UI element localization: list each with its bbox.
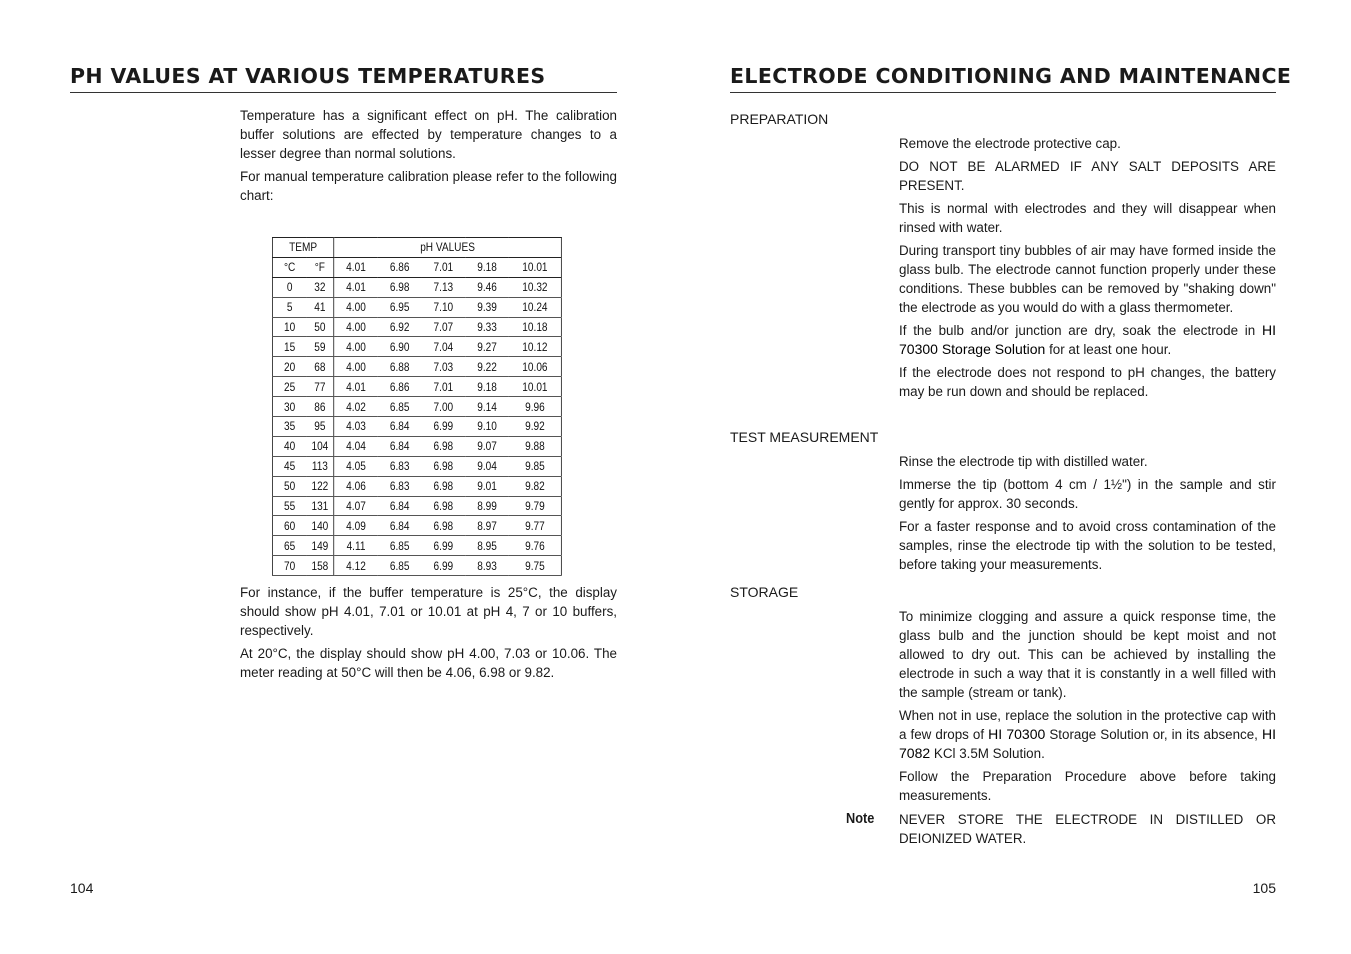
ph-value-cell: 6.85 xyxy=(378,397,422,417)
ph-value-cell: 6.99 xyxy=(422,536,466,556)
text-span: If the bulb and/or junction are dry, soak the electrode in xyxy=(899,323,1256,338)
table-row xyxy=(272,436,561,456)
ph-value-cell: 4.07 xyxy=(334,496,378,516)
temperature-cell: 60 xyxy=(272,516,306,536)
ph-value-cell: 8.95 xyxy=(465,536,509,556)
text-span: for at least one hour. xyxy=(1049,342,1172,357)
ph-value-cell: 9.76 xyxy=(509,536,562,556)
note-text-block xyxy=(899,810,1276,852)
fahrenheit-header: °F xyxy=(306,257,333,277)
storage-paragraph xyxy=(899,706,1276,763)
storage-section xyxy=(899,607,1276,809)
ph-value-cell: 6.83 xyxy=(378,476,422,496)
page-number-right: 105 xyxy=(1252,880,1276,896)
preparation-paragraph: If the electrode does not respond to pH changes, the battery may be run down and should be replaced. xyxy=(899,365,1276,399)
ph-value-cell: 9.33 xyxy=(465,317,509,337)
outro-text xyxy=(240,583,617,686)
intro-paragraph-2: For manual temperature calibration please refer to the following chart: xyxy=(240,169,617,203)
ph-value-cell: 6.84 xyxy=(378,436,422,456)
temperature-cell: 122 xyxy=(306,476,333,496)
intro-paragraph-1: Temperature has a significant effect on pH. The calibration buffer solutions are effected by temperature changes to a lesser degree than normal solutions. xyxy=(240,108,617,161)
table-row xyxy=(272,556,561,576)
temperature-cell: 65 xyxy=(272,536,306,556)
section-label-preparation: PREPARATION xyxy=(730,111,829,127)
section-label-test-measurement: TEST MEASUREMENT xyxy=(730,429,879,445)
ph-value-cell: 9.27 xyxy=(465,337,509,357)
preparation-paragraph xyxy=(899,321,1276,359)
note-text: NEVER STORE THE ELECTRODE IN DISTILLED OR DEIONIZED WATER. xyxy=(899,812,1276,846)
ph-value-cell: 7.03 xyxy=(422,357,466,377)
temperature-cell: 68 xyxy=(306,357,333,377)
temperature-cell: 59 xyxy=(306,337,333,357)
buffer-header: 6.86 xyxy=(378,257,422,277)
temperature-cell: 5 xyxy=(272,297,306,317)
text-span: When not in use, replace the solution in the protective cap with a few drops of xyxy=(899,708,1276,742)
ph-temperature-table-wrap xyxy=(272,237,617,576)
ph-value-cell: 9.77 xyxy=(509,516,562,536)
storage-paragraph: Follow the Preparation Procedure above before taking measurements. xyxy=(899,769,1276,803)
product-name: HI 70300 Storage Solution xyxy=(899,322,1276,357)
ph-value-cell: 8.97 xyxy=(465,516,509,536)
temperature-cell: 20 xyxy=(272,357,306,377)
outro-paragraph-2: At 20°C, the display should show pH 4.00, 7.03 or 10.06. The meter reading at 50°C will then be 4.06, 6.98 or 9.82. xyxy=(240,646,617,680)
ph-value-cell: 6.98 xyxy=(378,277,422,297)
table-row xyxy=(272,496,561,516)
text-span: Storage Solution or, in its absence, xyxy=(1049,727,1258,742)
temperature-cell: 10 xyxy=(272,317,306,337)
buffer-header: 7.01 xyxy=(422,257,466,277)
ph-value-cell: 6.98 xyxy=(422,456,466,476)
ph-value-cell: 9.39 xyxy=(465,297,509,317)
temperature-cell: 158 xyxy=(306,556,333,576)
ph-value-cell: 6.98 xyxy=(422,496,466,516)
ph-value-cell: 9.18 xyxy=(465,377,509,397)
ph-value-cell: 10.12 xyxy=(509,337,562,357)
product-name: HI 7082 xyxy=(899,726,1276,761)
temperature-cell: 131 xyxy=(306,496,333,516)
ph-value-cell: 4.04 xyxy=(334,436,378,456)
temperature-cell: 0 xyxy=(272,277,306,297)
ph-value-cell: 6.95 xyxy=(378,297,422,317)
table-row xyxy=(272,277,561,297)
temp-header: TEMP xyxy=(272,238,333,258)
ph-value-cell: 6.92 xyxy=(378,317,422,337)
ph-value-cell: 4.00 xyxy=(334,357,378,377)
ph-value-cell: 4.03 xyxy=(334,417,378,437)
product-name: HI 70300 xyxy=(988,726,1046,742)
temperature-cell: 30 xyxy=(272,397,306,417)
table-row xyxy=(272,357,561,377)
ph-value-cell: 10.24 xyxy=(509,297,562,317)
table-row xyxy=(272,317,561,337)
temperature-cell: 104 xyxy=(306,436,333,456)
ph-value-cell: 9.22 xyxy=(465,357,509,377)
test-paragraph: Rinse the electrode tip with distilled water. xyxy=(899,454,1148,469)
preparation-paragraph: This is normal with electrodes and they will disappear when rinsed with water. xyxy=(899,201,1276,235)
preparation-paragraph: Remove the electrode protective cap. xyxy=(899,136,1121,151)
ph-value-cell: 8.93 xyxy=(465,556,509,576)
temperature-cell: 45 xyxy=(272,456,306,476)
ph-value-cell: 4.01 xyxy=(334,377,378,397)
test-measurement-section xyxy=(899,452,1276,578)
table-row xyxy=(272,337,561,357)
ph-value-cell: 10.01 xyxy=(509,377,562,397)
temperature-cell: 95 xyxy=(306,417,333,437)
ph-value-cell: 6.98 xyxy=(422,436,466,456)
left-page xyxy=(70,0,617,954)
buffer-header: 9.18 xyxy=(465,257,509,277)
table-row xyxy=(272,297,561,317)
temperature-cell: 86 xyxy=(306,397,333,417)
temperature-cell: 55 xyxy=(272,496,306,516)
temperature-cell: 50 xyxy=(272,476,306,496)
temperature-cell: 140 xyxy=(306,516,333,536)
temperature-cell: 40 xyxy=(272,436,306,456)
left-page-title: PH VALUES AT VARIOUS TEMPERATURES xyxy=(70,64,617,93)
ph-value-cell: 4.02 xyxy=(334,397,378,417)
preparation-section xyxy=(899,134,1276,405)
ph-value-cell: 9.96 xyxy=(509,397,562,417)
table-row xyxy=(272,516,561,536)
ph-value-cell: 8.99 xyxy=(465,496,509,516)
ph-value-cell: 9.46 xyxy=(465,277,509,297)
outro-paragraph-1: For instance, if the buffer temperature is 25°C, the display should show pH 4.01, 7.01 or 10.01 at pH 4, 7 or 10 buffers, respectively. xyxy=(240,585,617,638)
ph-value-cell: 9.82 xyxy=(509,476,562,496)
ph-value-cell: 6.84 xyxy=(378,516,422,536)
ph-value-cell: 9.01 xyxy=(465,476,509,496)
temperature-cell: 77 xyxy=(306,377,333,397)
ph-value-cell: 4.00 xyxy=(334,337,378,357)
temperature-cell: 25 xyxy=(272,377,306,397)
ph-value-cell: 6.85 xyxy=(378,556,422,576)
ph-value-cell: 7.07 xyxy=(422,317,466,337)
preparation-paragraph: DO NOT BE ALARMED IF ANY SALT DEPOSITS ARE PRESENT. xyxy=(899,159,1276,193)
temperature-cell: 113 xyxy=(306,456,333,476)
ph-value-cell: 9.92 xyxy=(509,417,562,437)
right-page-title: ELECTRODE CONDITIONING AND MAINTENANCE xyxy=(730,64,1276,93)
ph-value-cell: 9.10 xyxy=(465,417,509,437)
buffer-header: 10.01 xyxy=(509,257,562,277)
right-page xyxy=(730,0,1292,954)
test-paragraph: For a faster response and to avoid cross contamination of the samples, rinse the electrode tip with the solution to be tested, before taking your measurements. xyxy=(899,519,1276,572)
test-paragraph: Immerse the tip (bottom 4 cm / 1½") in the sample and stir gently for approx. 30 seconds. xyxy=(899,477,1276,511)
table-row xyxy=(272,377,561,397)
ph-value-cell: 10.32 xyxy=(509,277,562,297)
ph-value-cell: 7.00 xyxy=(422,397,466,417)
ph-value-cell: 10.06 xyxy=(509,357,562,377)
ph-value-cell: 9.79 xyxy=(509,496,562,516)
ph-value-cell: 9.07 xyxy=(465,436,509,456)
table-row xyxy=(272,476,561,496)
ph-value-cell: 6.84 xyxy=(378,496,422,516)
ph-value-cell: 4.06 xyxy=(334,476,378,496)
ph-value-cell: 9.88 xyxy=(509,436,562,456)
ph-value-cell: 4.01 xyxy=(334,277,378,297)
ph-value-cell: 4.11 xyxy=(334,536,378,556)
ph-value-cell: 7.04 xyxy=(422,337,466,357)
temperature-cell: 50 xyxy=(306,317,333,337)
ph-temperature-table xyxy=(272,237,562,576)
ph-value-cell: 4.00 xyxy=(334,297,378,317)
table-row xyxy=(272,417,561,437)
ph-value-cell: 9.14 xyxy=(465,397,509,417)
ph-value-cell: 6.85 xyxy=(378,536,422,556)
ph-value-cell: 6.86 xyxy=(378,377,422,397)
temperature-cell: 35 xyxy=(272,417,306,437)
buffer-header: 4.01 xyxy=(334,257,378,277)
ph-table-body xyxy=(272,277,561,575)
storage-paragraph: To minimize clogging and assure a quick response time, the glass bulb and the junction should be kept moist and not allowed to dry out. This can be achieved by installing the electrode in such a way that it is constantly in a well filled with the sample (stream or tank). xyxy=(899,609,1276,700)
ph-value-cell: 4.00 xyxy=(334,317,378,337)
ph-value-cell: 9.75 xyxy=(509,556,562,576)
intro-text xyxy=(240,106,617,209)
temperature-cell: 149 xyxy=(306,536,333,556)
ph-value-cell: 7.13 xyxy=(422,277,466,297)
ph-value-cell: 6.83 xyxy=(378,456,422,476)
ph-value-cell: 10.18 xyxy=(509,317,562,337)
note-label: Note xyxy=(846,810,875,827)
ph-value-cell: 7.01 xyxy=(422,377,466,397)
preparation-paragraph: During transport tiny bubbles of air may have formed inside the glass bulb. The electrode cannot function properly under these conditions. These bubbles can be removed by "shaking down" the electrode as you would do with a glass thermometer. xyxy=(899,243,1276,315)
table-row xyxy=(272,456,561,476)
temperature-cell: 15 xyxy=(272,337,306,357)
page-number-left: 104 xyxy=(70,880,94,896)
temperature-cell: 41 xyxy=(306,297,333,317)
ph-value-cell: 6.84 xyxy=(378,417,422,437)
temperature-cell: 32 xyxy=(306,277,333,297)
table-row xyxy=(272,536,561,556)
ph-value-cell: 7.10 xyxy=(422,297,466,317)
ph-value-cell: 9.85 xyxy=(509,456,562,476)
temperature-cell: 70 xyxy=(272,556,306,576)
ph-value-cell: 9.04 xyxy=(465,456,509,476)
ph-value-cell: 6.99 xyxy=(422,556,466,576)
ph-value-cell: 4.09 xyxy=(334,516,378,536)
ph-value-cell: 6.90 xyxy=(378,337,422,357)
ph-value-cell: 4.12 xyxy=(334,556,378,576)
ph-value-cell: 4.05 xyxy=(334,456,378,476)
celsius-header: °C xyxy=(272,257,306,277)
table-row xyxy=(272,397,561,417)
ph-value-cell: 6.99 xyxy=(422,417,466,437)
ph-value-cell: 6.88 xyxy=(378,357,422,377)
section-label-storage: STORAGE xyxy=(730,584,799,600)
ph-value-cell: 6.98 xyxy=(422,516,466,536)
ph-values-header: pH VALUES xyxy=(334,238,562,258)
ph-value-cell: 6.98 xyxy=(422,476,466,496)
text-span: KCl 3.5M Solution. xyxy=(933,746,1045,761)
